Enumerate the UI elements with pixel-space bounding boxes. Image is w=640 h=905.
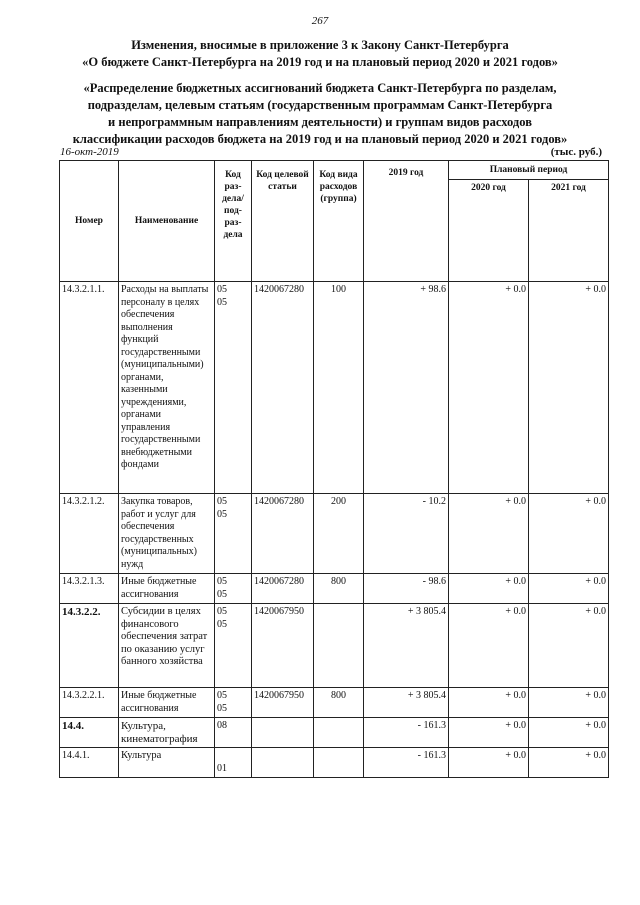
row-target: 1420067950 bbox=[252, 604, 314, 688]
row-type: 800 bbox=[314, 688, 364, 718]
row-2021: + 0.0 bbox=[529, 688, 609, 718]
page-number: 267 bbox=[311, 15, 329, 27]
row-2020: + 0.0 bbox=[449, 494, 529, 574]
row-2020: + 0.0 bbox=[449, 718, 529, 748]
subtitle-line-4: классификации расходов бюджета на 2019 год и на плановый период 2020 и 2021 годов» bbox=[72, 132, 568, 146]
document-title bbox=[0, 37, 640, 71]
row-2019: - 98.6 bbox=[364, 574, 449, 604]
subtitle-line-2: подразделам, целевым статьям (государственным программам Санкт-Петербурга bbox=[87, 98, 553, 112]
row-section bbox=[215, 748, 252, 778]
row-2019: + 98.6 bbox=[364, 282, 449, 494]
col-section-header: Код раз-дела/ под-раз-дела bbox=[215, 161, 252, 282]
row-name: Культура, кинематография bbox=[119, 718, 215, 748]
row-2021: + 0.0 bbox=[529, 604, 609, 688]
table-row bbox=[60, 688, 609, 718]
row-target: 1420067280 bbox=[252, 494, 314, 574]
row-2019: - 161.3 bbox=[364, 718, 449, 748]
table-row bbox=[60, 494, 609, 574]
row-2020: + 0.0 bbox=[449, 574, 529, 604]
row-name: Субсидии в целях финансового обеспечения затрат по оказанию услуг банного хозяйства bbox=[119, 604, 215, 688]
col-planned-header: Плановый период bbox=[449, 161, 609, 180]
subsection-code: 05 bbox=[217, 702, 227, 714]
row-2020: + 0.0 bbox=[449, 282, 529, 494]
subtitle-line-3: и непрограммным направлениям деятельности) и группам видов расходов bbox=[108, 115, 532, 129]
budget-table bbox=[59, 160, 609, 778]
row-2021: + 0.0 bbox=[529, 718, 609, 748]
row-section bbox=[215, 688, 252, 718]
col-2019-header: 2019 год bbox=[364, 161, 449, 282]
title-line-1: Изменения, вносимые в приложение 3 к Закону Санкт-Петербурга bbox=[131, 38, 509, 52]
table-row bbox=[60, 574, 609, 604]
document-subtitle bbox=[40, 80, 600, 148]
row-target: 1420067280 bbox=[252, 282, 314, 494]
subtitle-line-1: «Распределение бюджетных ассигнований бюджета Санкт-Петербурга по разделам, bbox=[83, 81, 557, 95]
row-2021: + 0.0 bbox=[529, 748, 609, 778]
table-row bbox=[60, 604, 609, 688]
section-code: 05 bbox=[217, 576, 227, 587]
row-type: 100 bbox=[314, 282, 364, 494]
title-line-2: «О бюджете Санкт-Петербурга на 2019 год и на плановый период 2020 и 2021 годов» bbox=[82, 55, 558, 69]
row-number: 14.3.2.1.3. bbox=[60, 574, 119, 604]
section-code: 05 bbox=[217, 690, 227, 701]
subsection-code: 05 bbox=[217, 508, 227, 520]
row-name: Расходы на выплаты персоналу в целях обеспечения выполнения функций государственными (муниципальными) органами, казенными учреждениями, органами управления государственными внебюджетными фондами bbox=[119, 282, 215, 494]
row-name: Иные бюджетные ассигнования bbox=[119, 574, 215, 604]
row-name: Культура bbox=[119, 748, 215, 778]
table-row bbox=[60, 748, 609, 778]
row-type bbox=[314, 604, 364, 688]
row-2020: + 0.0 bbox=[449, 748, 529, 778]
col-name-header: Наименование bbox=[119, 161, 215, 282]
section-code: 08 bbox=[217, 720, 227, 731]
col-type-header: Код вида расходов (группа) bbox=[314, 161, 364, 282]
row-type: 200 bbox=[314, 494, 364, 574]
row-type: 800 bbox=[314, 574, 364, 604]
row-target: 1420067950 bbox=[252, 688, 314, 718]
row-2020: + 0.0 bbox=[449, 688, 529, 718]
row-number: 14.3.2.2.1. bbox=[60, 688, 119, 718]
units-label: (тыс. руб.) bbox=[550, 146, 602, 158]
table-header-row bbox=[60, 161, 609, 180]
row-2021: + 0.0 bbox=[529, 282, 609, 494]
row-number: 14.4.1. bbox=[60, 748, 119, 778]
col-2021-header: 2021 год bbox=[529, 180, 609, 282]
row-number: 14.4. bbox=[60, 718, 119, 748]
subsection-code: 05 bbox=[217, 618, 227, 630]
row-2019: + 3 805.4 bbox=[364, 604, 449, 688]
row-2021: + 0.0 bbox=[529, 574, 609, 604]
col-number-header: Номер bbox=[60, 161, 119, 282]
row-target bbox=[252, 718, 314, 748]
row-2019: - 161.3 bbox=[364, 748, 449, 778]
document-date: 16-окт-2019 bbox=[60, 146, 119, 158]
row-section bbox=[215, 718, 252, 748]
row-2020: + 0.0 bbox=[449, 604, 529, 688]
section-code: 05 bbox=[217, 284, 227, 295]
table-row bbox=[60, 718, 609, 748]
col-2020-header: 2020 год bbox=[449, 180, 529, 282]
row-section bbox=[215, 604, 252, 688]
row-type bbox=[314, 748, 364, 778]
row-section bbox=[215, 574, 252, 604]
row-name: Закупка товаров, работ и услуг для обеспечения государственных (муниципальных) нужд bbox=[119, 494, 215, 574]
row-2021: + 0.0 bbox=[529, 494, 609, 574]
row-target: 1420067280 bbox=[252, 574, 314, 604]
row-section bbox=[215, 282, 252, 494]
section-code: 05 bbox=[217, 606, 227, 617]
section-code: 05 bbox=[217, 496, 227, 507]
subsection-code: 05 bbox=[217, 296, 227, 308]
row-2019: + 3 805.4 bbox=[364, 688, 449, 718]
col-target-header: Код целевой статьи bbox=[252, 161, 314, 282]
table-row bbox=[60, 282, 609, 494]
row-2019: - 10.2 bbox=[364, 494, 449, 574]
row-name: Иные бюджетные ассигнования bbox=[119, 688, 215, 718]
row-number: 14.3.2.1.2. bbox=[60, 494, 119, 574]
row-section bbox=[215, 494, 252, 574]
row-target bbox=[252, 748, 314, 778]
subsection-code: 05 bbox=[217, 588, 227, 600]
row-number: 14.3.2.2. bbox=[60, 604, 119, 688]
subsection-code: 01 bbox=[217, 762, 227, 774]
row-number: 14.3.2.1.1. bbox=[60, 282, 119, 494]
row-type bbox=[314, 718, 364, 748]
